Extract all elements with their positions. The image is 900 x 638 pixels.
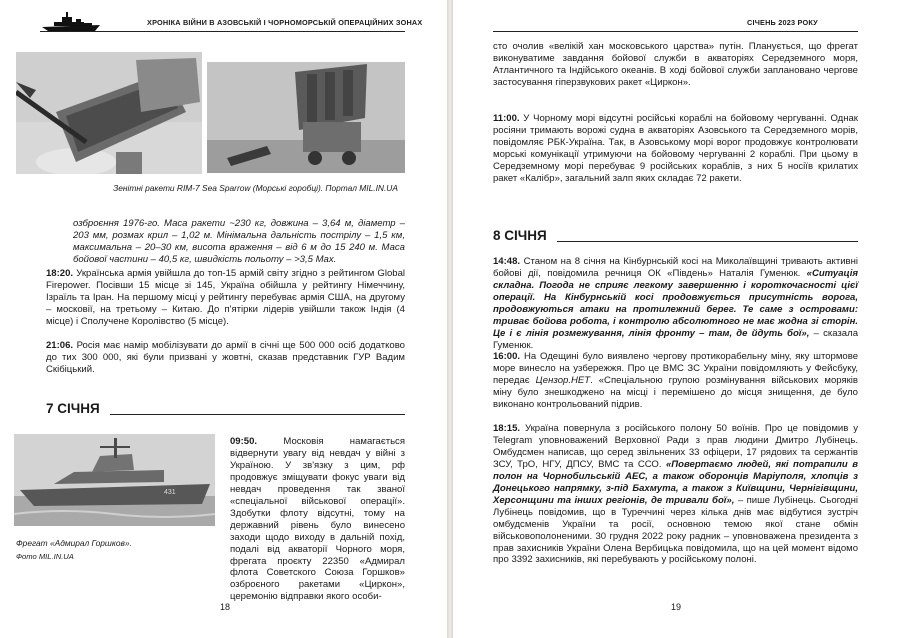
- section-heading-8-january: 8 СІЧНЯ: [493, 228, 547, 243]
- entry-text: Україна повернула з російського полону 50 воїнів. Про це повідомив у Telegram уповноважений Верховної Ради з прав людини Дмитро Лубінець. Омбудсмен написав, що серед звільнених 33 офіцери, 17 рядових та сержантів ЗСУ, ТрО, НГУ, ДПСУ, ВМС та ССО.: [493, 423, 858, 470]
- entry-18-15: [493, 423, 858, 566]
- launcher-vehicle-photo: [207, 62, 405, 173]
- header-rule: [493, 31, 858, 32]
- entry-quote: «Ситуація складна. Погода не сприяє легкому завершенню і короткочасності цієї операції. На Кінбурнській косі продовжується присутність ворога, продовжуються атаки на протилежний берег. Те саме з островами: триває бойова робота, і контролю абсолютного не має жодна зі сторін. Це і є лінія розмежування, лінія фронту – там, де йдуть бої»,: [493, 267, 858, 339]
- entry-text: Московія намагається відвернути увагу від невдач у війні з Україною. У зв'язку з цим, рф продовжує зміщувати фокус уваги від невдач проведення так званої «спеціальної військової операції». Здобутки флоту відсутні, тому на державний рівень було винесено заходи щодо виходу в дальній похід, подалі від акваторії Чорного моря, фрегата проєкту 22350 «Адмирал флота Советского Союза Горшков» озброєного ракетами «Циркон», церемонію відправки якого особи-: [230, 436, 405, 603]
- page-number: 18: [220, 602, 231, 612]
- entry-14-48: [493, 256, 858, 352]
- entry-text: Українська армія увійшла до топ-15 армій світу згідно з рейтингом Global Firepower. Посівши 15 місце зі 145, Україна обійшла у рейтингу Німеччину, Ізраїль та Іран. На першому місці у рейтингу перебуває армія США, на другому – московії, на третьому – Китаю. До п'ятірки лідерів увійшли також Індія (4 місце) і Сполучене Королівство (5 місце).: [46, 268, 405, 327]
- entry-21-06: [46, 340, 405, 376]
- svg-text:431: 431: [164, 489, 176, 496]
- entry-text: Росія має намір мобілізувати до армії в січні ще 500 000 осіб додатково до тих 300 000, які були призвані у жовтні, сказав представник ГУР Вадим Скібіцький.: [46, 340, 405, 375]
- right-page: [453, 0, 900, 638]
- sea-sparrow-launcher-photo: [16, 52, 202, 174]
- entry-text: На Одещині було виявлено чергову протикорабельну міну, яку штормове море винесло на узбережжя. Про це ВМС ЗС України повідомляють у Фейсбуку, передає: [493, 351, 858, 386]
- photo-caption: Зенітні ракети RIM-7 Sea Sparrow (Морські горобці). Портал MIL.IN.UA: [113, 183, 398, 193]
- section-rule: [110, 414, 405, 415]
- entry-text: Станом на 8 січня на Кінбурнській косі на Миколаївщині тривають активні бойові дії, повідомила речниця ОК «Південь» Наталія Гуменюк.: [493, 256, 858, 279]
- entry-time: 11:00.: [493, 113, 520, 124]
- continuation-text: сто очолив «велікій хан московського царства» путін. Планується, що фрегат виконуватиме завдання бойової служби в акваторіях Середземного моря, Атлантичного та Індійського океанів. В ході бойової служби заплановано чергове застосування гіперзвукових ракет «Циркон».: [493, 41, 858, 88]
- running-header-right: СІЧЕНЬ 2023 РОКУ: [747, 18, 818, 27]
- entry-09-50: [230, 436, 405, 603]
- entry-source: Цензор.НЕТ: [535, 374, 591, 386]
- entry-text: – пише Лубінець. Сьогодні Лубінець повідомив, що в Туреччині через кілька днів має відбутися зустріч омбудсменів України та росії, основною темою якої стане обмін військовополоненими. 30 грудня 2022 року радник – уповноважена президента з прав захисників України Олена Вербицька повідомила, що на цей момент відомо про 3392 захисників, які перебувають у російському полоні.: [493, 494, 858, 566]
- ship-caption: Фрегат «Адмирал Горшков».: [16, 538, 132, 548]
- page-number: 19: [671, 602, 682, 612]
- entry-time: 18:20.: [46, 268, 74, 279]
- frigate-photo: [14, 434, 215, 526]
- entry-time: 21:06.: [46, 340, 74, 351]
- running-header-left: ХРОНІКА ВІЙНИ В АЗОВСЬКІЙ І ЧОРНОМОРСЬКІЙ ОПЕРАЦІЙНИХ ЗОНАХ: [147, 18, 423, 27]
- entry-16-00: [493, 351, 858, 411]
- entry-time: 18:15.: [493, 423, 521, 434]
- entry-18-20: [46, 268, 405, 328]
- entry-time: 14:48.: [493, 256, 521, 267]
- entry-11-00: [493, 113, 858, 185]
- section-rule: [557, 241, 858, 242]
- missile-specs: озброєння 1976-го. Маса ракети ~230 кг, довжина – 3,64 м, діаметр – 203 мм, розмах крил – 1,02 м. Мінімальна дальність пострілу – 1,5 км, максимальна – 20–30 км, висота враження – від 6 м до 15 240 м. Маса бойової частини – 40,5 кг, швидкість польоту – >3,5 Max.: [73, 218, 405, 265]
- entry-text: – сказала Гуменюк.: [493, 327, 858, 351]
- entry-text: . «Спеціальною групою розмінування військових моряків міну було знешкоджено на місці і перемішено до місця знищення, де було виконано контрольований підрив.: [493, 374, 858, 410]
- warship-logo-icon: [40, 11, 102, 33]
- entry-time: 09:50.: [230, 436, 258, 447]
- header-rule: [40, 31, 405, 32]
- entry-quote: «Повертаємо людей, які потрапили в полон на Чорнобильській АЕС, а також оборонців Маріуполя, хлопців з Донецького напрямку, з-під Бахмута, а також з Київщини, Чернігівщини, Херсонщини та інших регіонів, де тривали бої»,: [493, 458, 859, 506]
- ship-photo-credit: Фото MIL.IN.UA: [16, 552, 74, 561]
- entry-time: 16:00.: [493, 351, 521, 362]
- section-heading-7-january: 7 СІЧНЯ: [46, 401, 100, 416]
- entry-text: У Чорному морі відсутні російські кораблі на бойовому чергуванні. Однак росіяни тримають ворожі судна в акваторіях Азовського та Середземного морів, повідомляє РБК-Україна. Так, в Азовському морі ворог продовжує контролювати морські комунікації утримуючи на бойовому чергуванні 2 кораблі. При цьому в Середземному морі перебуває 9 російських кораблів, з них 5 носіїв крилатих ракет «Калібр», загальний залп яких складає 72 ракети.: [493, 113, 858, 184]
- left-page: [0, 0, 447, 638]
